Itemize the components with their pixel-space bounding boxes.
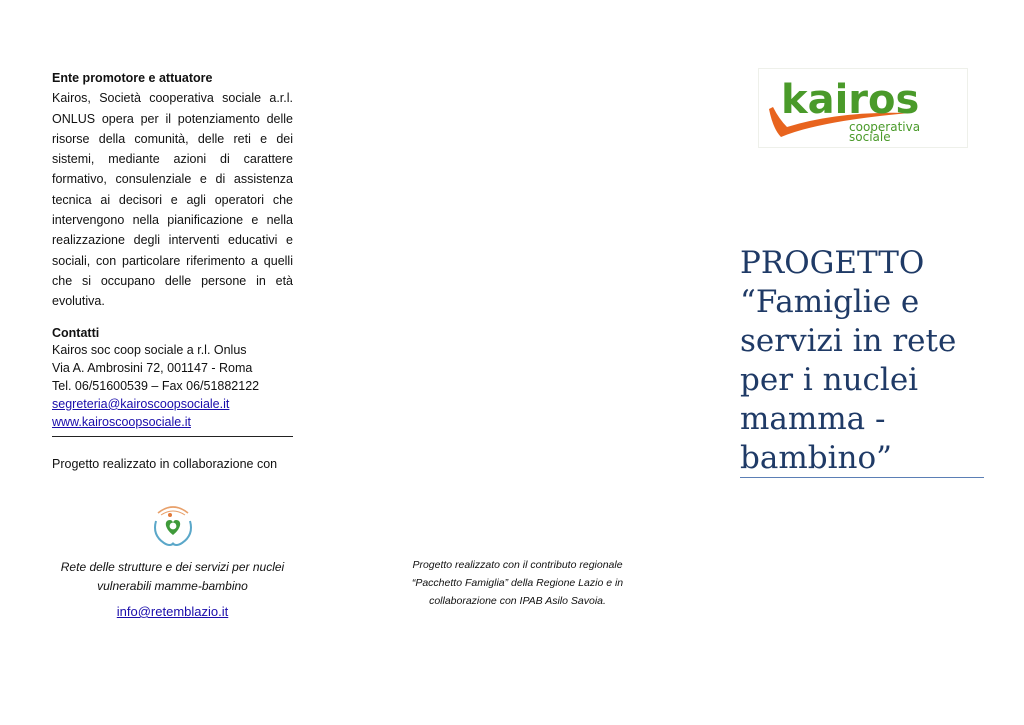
funding-note-line: “Pacchetto Famiglia” della Regione Lazio e in [411,577,624,589]
network-name: Rete delle strutture e dei servizi per nuclei vulnerabili mamme-bambino [60,560,285,593]
title-underline [740,477,984,478]
separator-line [52,436,293,437]
collaboration-text: Progetto realizzato in collaborazione con [52,457,278,472]
network-email-link[interactable]: info@retemblazio.it [116,604,229,619]
promoter-description: Kairos, Società cooperativa sociale a.r.l. ONLUS opera per il potenziamento delle risorse della comunità, delle reti e dei sistemi, mediante azioni di carattere formativo, consulenziale e di assistenza tecnica ai decisori e agli operatori che intervengono nella pianificazione e nella realizzazione degli interventi educativi e sociali, con particolare riferimento a quelli che si occupano delle persone in età evolutiva. [52,91,293,309]
project-title [740,244,990,478]
kairos-logo [758,68,968,148]
contact-name: Kairos soc coop sociale a r.l. Onlus [52,343,247,358]
title-line: “Famiglie e [740,284,920,320]
promoter-heading: Ente promotore e attuatore [52,71,213,85]
funding-note [390,556,645,610]
title-line: servizi in rete [740,323,957,359]
network-logo-icon [150,503,196,549]
contact-email-link[interactable]: segreteria@kairoscoopsociale.it [52,396,230,411]
contact-website-link[interactable]: www.kairoscoopsociale.it [52,414,191,429]
contact-phone-fax: Tel. 06/51600539 – Fax 06/51882122 [52,378,260,393]
title-line: per i nuclei [740,362,919,398]
title-line: PROGETTO [740,245,925,281]
logo-tagline-line2: sociale [849,130,891,144]
contacts-block [52,325,293,432]
logo-wordmark: kairos [781,77,920,123]
funding-note-line: collaborazione con IPAB Asilo Savoia. [429,595,606,607]
left-panel [52,68,293,473]
contact-address: Via A. Ambrosini 72, 001147 - Roma [52,361,253,376]
funding-note-line: Progetto realizzato con il contributo regionale [412,559,623,571]
title-line: bambino” [740,440,892,476]
logo-tagline-line1: cooperativa [849,120,921,134]
title-line: mamma - [740,401,886,437]
contacts-heading: Contatti [52,325,100,340]
kairos-logo-icon [759,69,967,147]
